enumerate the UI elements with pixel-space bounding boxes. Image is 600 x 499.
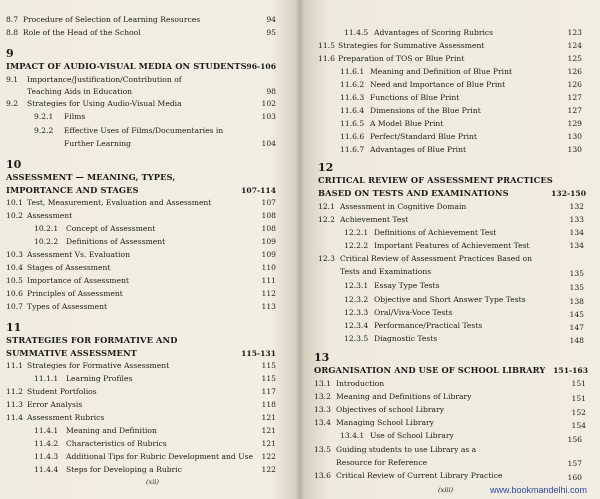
page-number: 108 [261,224,276,233]
toc-entry-text: Meaning and Definition [66,426,157,435]
toc-entry: 9.2.2 [34,126,54,135]
page-number: 138 [569,297,584,306]
toc-entry-text: Objectives of school Library [336,405,444,414]
page-number: 148 [569,336,584,345]
chapter-number: 9 [6,47,14,60]
toc-entry-text: Critical Review of Assessment Practices Based on [340,254,533,263]
toc-entry-no: 11.4.1 [34,426,59,435]
toc-entry-text: Advantages of Blue Print [370,145,467,154]
page-number: 102 [261,99,276,108]
page-number: 130 [567,132,582,141]
page-number: 156 [567,435,582,444]
toc-entry-no: 12.3.3 [344,308,369,317]
page-number: 121 [261,426,276,435]
page-number: 130 [567,145,582,154]
toc-entry-text: Strategies for Summative Assessment [338,41,485,50]
page-number: 115 [261,374,276,383]
page-number: 126 [567,80,582,89]
toc-entry-text: Strategies for Formative Assessment [27,361,170,370]
page-number: 127 [567,93,582,102]
page-number: 109 [261,250,276,259]
toc-entry-text: Meaning and Definition of Blue Print [370,67,513,76]
page-number: 94 [266,15,276,24]
toc-entry-text: Objective and Short Answer Type Tests [374,295,526,304]
toc-entry-no: 10.3 [6,250,23,259]
page-number: 147 [569,323,584,332]
toc-entry-no: 11.1 [6,361,23,370]
page-number: 122 [261,452,276,461]
toc-entry-text: Achievement Test [340,215,409,224]
right-page [300,0,600,499]
toc-entry-text: Assessment Rubrics [27,413,105,422]
toc-entry-no: 11.4.3 [34,452,59,461]
page-number: 135 [569,283,584,292]
toc-entry-text: Guiding students to use Library as a [336,445,477,454]
toc-entry-text: Important Features of Achievement Test [374,241,530,250]
toc-entry-text: Teaching Aids in Education [27,87,133,96]
page-number: 104 [261,139,276,148]
toc-entry-text: Further Learning [64,139,132,148]
toc-entry-text: Functions of Blue Print [370,93,460,102]
page-number: 103 [261,112,276,121]
page-folio: (xiii) [438,486,453,494]
toc-entry-no: 11.6.3 [340,93,365,102]
toc-entry-text: Resource for Reference [336,458,428,467]
page-number: 135 [569,269,584,278]
toc-entry-text: Meaning and Definitions of Library [336,392,472,401]
toc-entry-text: Steps for Developing a Rubric [66,465,182,474]
toc-entry: 9.1 [6,75,19,84]
toc-entry-no: 11.4.5 [344,28,369,37]
toc-entry-text: Stages of Assessment [27,263,111,272]
toc-entry-no: 13.2 [314,392,331,401]
toc-entry: 8.7 Procedure of Selection of Learning Resources [6,15,201,24]
page-number: 117 [261,387,276,396]
toc-entry: 8.8 Role of the Head of the School [6,28,141,37]
page-number: 145 [569,310,584,319]
page-number: 126 [567,67,582,76]
toc-entry-text: Performance/Practical Tests [374,321,483,330]
page-number: 134 [569,241,584,250]
toc-entry-no: 11.6.2 [340,80,365,89]
toc-entry-no: 12.2.1 [344,228,369,237]
toc-entry-no: 10.1 [6,198,23,207]
toc-entry-no: 10.5 [6,276,23,285]
toc-entry-no: 11.2 [6,387,23,396]
page-number: 133 [569,215,584,224]
page-folio: (xii) [146,478,159,486]
toc-entry-no: 12.3 [318,254,335,263]
page-number: 112 [261,289,276,298]
page-number: 127 [567,106,582,115]
toc-entry-text: Types of Assessment [27,302,108,311]
page-number: 154 [571,421,586,430]
toc-entry-text: Principles of Assessment [27,289,123,298]
toc-entry-no: 11.4.2 [34,439,59,448]
page-number: 132 [569,202,584,211]
page-number: 115 [261,361,276,370]
toc-entry-text: Test, Measurement, Evaluation and Assessment [27,198,212,207]
toc-entry-text: A Model Blue Print [370,119,444,128]
page-number: 111 [261,276,276,285]
toc-entry-no: 11.6.4 [340,106,365,115]
page-number: 124 [567,41,582,50]
toc-entry-no: 11.6.1 [340,67,365,76]
toc-entry-no: 13.1 [314,379,331,388]
chapter-page-range: 132-150 [551,189,586,198]
toc-entry-text: Oral/Viva-Voce Tests [374,308,453,317]
chapter-title: CRITICAL REVIEW OF ASSESSMENT PRACTICES [318,175,553,185]
page-number: 98 [266,87,276,96]
page-number: 121 [261,439,276,448]
page-number: 118 [261,400,276,409]
chapter-number: 12 [318,161,334,174]
toc-entry-no: 10.6 [6,289,23,298]
toc-entry-no: 13.6 [314,471,331,480]
page-number: 95 [266,28,276,37]
toc-entry-no: 11.4 [6,413,23,422]
toc-entry-no: 11.6.6 [340,132,365,141]
toc-entry-no: 12.3.1 [344,281,369,290]
toc-entry-text: Strategies for Using Audio-Visual Media [27,99,182,108]
toc-entry-text: Critical Review of Current Library Practice [336,471,503,480]
toc-entry-text: Effective Uses of Films/Documentaries in [64,126,224,135]
chapter-title: BASED ON TESTS AND EXAMINATIONS [318,188,509,198]
chapter-title: STRATEGIES FOR FORMATIVE AND [6,335,178,345]
toc-entry-text: Dimensions of the Blue Print [370,106,481,115]
toc-entry-text: Preparation of TOS or Blue Print [338,54,465,63]
toc-entry-text: Importance of Assessment [27,276,129,285]
toc-entry-no: 11.3 [6,400,23,409]
toc-entry-no: 11.6 [318,54,335,63]
toc-entry-no: 13.3 [314,405,331,414]
chapter-title: IMPORTANCE AND STAGES [6,185,139,195]
page-number: 157 [567,459,582,468]
toc-entry-text: Need and Importance of Blue Print [370,80,506,89]
toc-entry-no: 13.4 [314,418,331,427]
toc-entry-text: Definitions of Assessment [66,237,166,246]
toc-entry-no: 13.5 [314,445,331,454]
toc-entry-text: Assessment [27,211,73,220]
page-number: 122 [261,465,276,474]
toc-entry-no: 13.4.1 [340,431,365,440]
toc-entry-no: 10.4 [6,263,23,272]
toc-entry-text: Assessment Vs. Evaluation [27,250,130,259]
toc-entry-no: 10.2.1 [34,224,59,233]
chapter-title: IMPACT OF AUDIO-VISUAL MEDIA ON STUDENTS [6,61,247,71]
toc-entry: 9.2.1 [34,112,54,121]
toc-entry-no: 12.3.2 [344,295,369,304]
chapter-number: 13 [314,351,330,364]
toc-entry-text: Films [64,112,86,121]
page-number: 108 [261,211,276,220]
watermark-url: www.bookmandelhi.com [490,485,588,495]
toc-entry: 9.2 [6,99,19,108]
toc-entry-no: 12.2.2 [344,241,369,250]
page-number: 129 [567,119,582,128]
toc-entry-no: 11.6.5 [340,119,365,128]
toc-entry-no: 11.6.7 [340,145,365,154]
chapter-title: SUMMATIVE ASSESSMENT [6,348,137,358]
chapter-title: ORGANISATION AND USE OF SCHOOL LIBRARY [314,365,546,375]
toc-entry-text: Additional Tips for Rubric Development and Use [66,452,253,461]
toc-entry-no: 12.2 [318,215,335,224]
toc-entry-no: 12.3.4 [344,321,369,330]
toc-entry-text: Characteristics of Rubrics [66,439,167,448]
page-number: 123 [567,28,582,37]
toc-entry-text: Concept of Assessment [66,224,156,233]
toc-entry-text: Introduction [336,379,385,388]
page-number: 121 [261,413,276,422]
toc-entry-no: 10.2 [6,211,23,220]
page-number: 134 [569,228,584,237]
toc-entry-text: Assessment in Cognitive Domain [340,202,467,211]
toc-entry-text: Student Portfolios [27,387,97,396]
page-number: 151 [571,394,586,403]
chapter-number: 11 [6,321,22,334]
toc-entry-text: Learning Profiles [66,374,133,383]
toc-entry-text: Essay Type Tests [374,281,440,290]
chapter-page-range: 107-114 [241,186,276,195]
toc-entry-text: Perfect/Standard Blue Print [370,132,477,141]
toc-entry-text: Advantages of Scoring Rubrics [374,28,494,37]
page-number: 152 [571,408,586,417]
page-number: 160 [567,473,582,482]
toc-entry-no: 11.4.4 [34,465,59,474]
page-number: 110 [261,263,276,272]
chapter-page-range: 96-106 [246,62,276,71]
chapter-page-range: 151-163 [553,366,588,375]
page-number: 113 [261,302,276,311]
page-number: 109 [261,237,276,246]
chapter-number: 10 [6,158,22,171]
toc-entry-text: Definitions of Achievement Test [374,228,497,237]
chapter-title: ASSESSMENT — MEANING, TYPES, [6,172,176,182]
chapter-page-range: 115-131 [241,349,276,358]
toc-entry-text: Tests and Examinations [340,267,432,276]
toc-entry-no: 10.7 [6,302,23,311]
toc-entry-text: Use of School Library [370,431,454,440]
toc-entry-text: Error Analysis [27,400,83,409]
toc-entry-text: Managing School Library [336,418,434,427]
toc-entry-text: Importance/Justification/Contribution of [27,75,182,84]
page-number: 151 [571,379,586,388]
toc-entry-no: 12.1 [318,202,335,211]
toc-entry-no: 12.3.5 [344,334,369,343]
toc-entry-no: 11.1.1 [34,374,59,383]
toc-entry-no: 10.2.2 [34,237,59,246]
toc-entry-text: Diagnostic Tests [374,334,438,343]
page-number: 107 [261,198,276,207]
page-number: 125 [567,54,582,63]
toc-entry-no: 11.5 [318,41,335,50]
